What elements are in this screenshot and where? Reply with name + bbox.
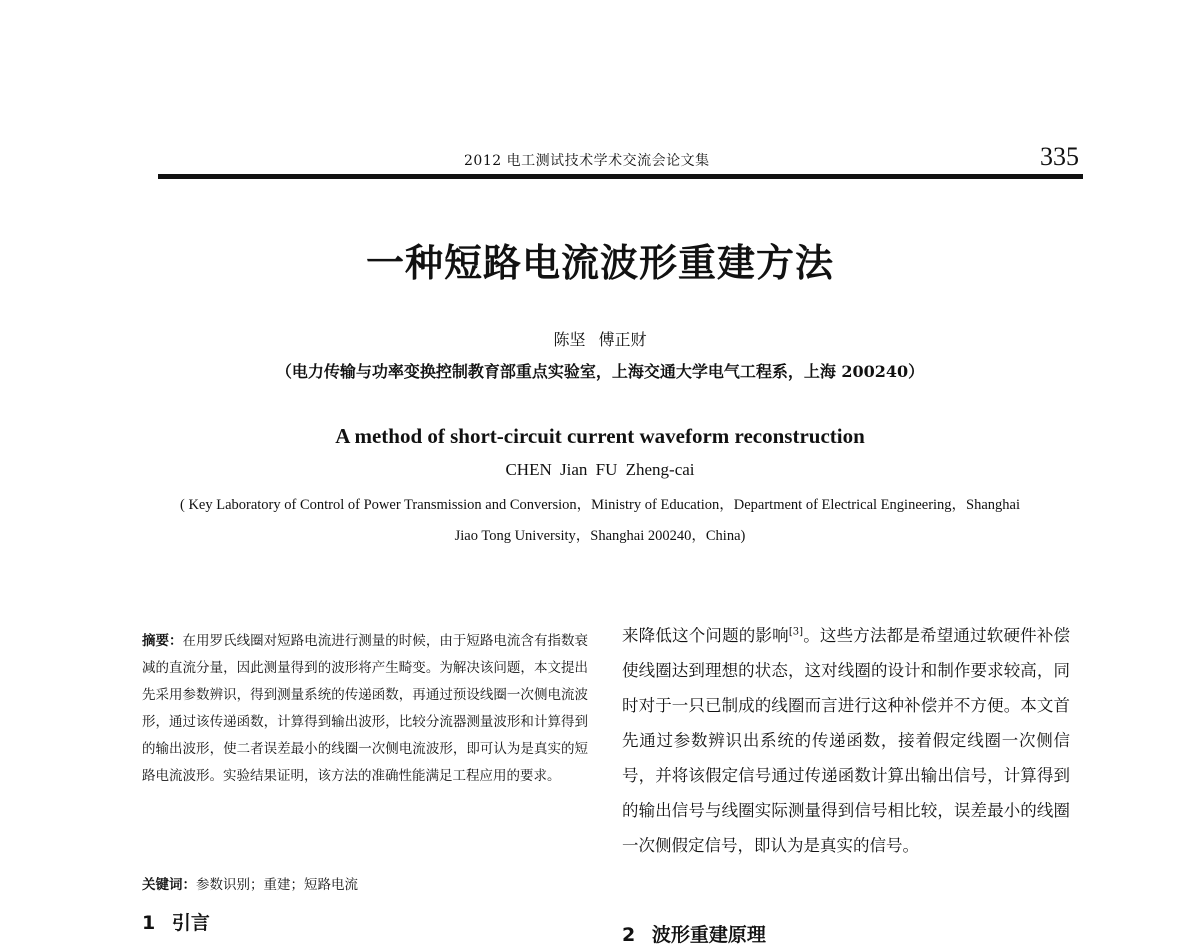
page-number: 335 bbox=[1040, 142, 1079, 171]
keywords-label: 关键词： bbox=[142, 877, 196, 893]
affiliation-en: ( Key Laboratory of Control of Power Transmission and Conversion，Ministry of Education，Department of Electrical Engineering，Shanghai Jiao Tong University，Shanghai 200240，China) bbox=[179, 497, 1021, 544]
abstract-text: 在用罗氏线圈对短路电流进行测量的时候，由于短路电流含有指数衰减的直流分量，因此测量得到的波形将产生畸变。为解决该问题，本文提出先采用参数辨识，得到测量系统的传递函数，再通过预设线圈一次侧电流波形，通过该传递函数，计算得到输出波形，比较分流器测量波形和计算得到的输出波形，使二者误差最小的线圈一次侧电流波形，即可认为是真实的短路电流波形。实验结果证明，该方法的准确性能满足工程应用的要求。 bbox=[142, 633, 588, 784]
section-title: 波形重建原理 bbox=[651, 924, 766, 946]
abstract-label: 摘要： bbox=[142, 633, 183, 649]
keywords-line bbox=[142, 873, 358, 893]
authors-en: CHEN Jian FU Zheng-cai bbox=[505, 460, 695, 479]
paper-title-en: A method of short-circuit current waveform reconstruction bbox=[335, 424, 865, 448]
affiliation-cn: （电力传输与功率变换控制教育部重点实验室，上海交通大学电气工程系，上海 200240） bbox=[275, 362, 925, 381]
section-number: 2 bbox=[622, 924, 636, 946]
body-text: 来降低这个问题的影响 bbox=[622, 626, 789, 645]
authors-cn: 陈坚 傅正财 bbox=[553, 330, 647, 349]
keywords-text: 参数识别；重建；短路电流 bbox=[196, 877, 358, 893]
body-text-right-column bbox=[622, 618, 1070, 863]
citation-ref: [3] bbox=[788, 626, 804, 638]
section-number: 1 bbox=[142, 912, 156, 934]
body-text: 。这些方法都是希望通过软硬件补偿使线圈达到理想的状态，这对线圈的设计和制作要求较高，同时对于一只已制成的线圈而言进行这种补偿并不方便。本文首先通过参数辨识出系统的传递函数，接着假定线圈一次侧信号，并将该假定信号通过传递函数计算出输出信号，计算得到的输出信号与线圈实际测量得到信号相比较，误差最小的线圈一次侧假定信号，即认为是真实的信号。 bbox=[622, 626, 1071, 855]
header-rule bbox=[158, 174, 1083, 179]
section-heading-principle bbox=[622, 920, 766, 947]
section-heading-introduction bbox=[142, 908, 210, 935]
running-header-journal: 2012 电工测试技术学术交流会论文集 bbox=[464, 153, 710, 169]
abstract-block bbox=[142, 628, 588, 790]
section-title: 引言 bbox=[171, 912, 210, 934]
paper-title-cn: 一种短路电流波形重建方法 bbox=[365, 241, 834, 285]
